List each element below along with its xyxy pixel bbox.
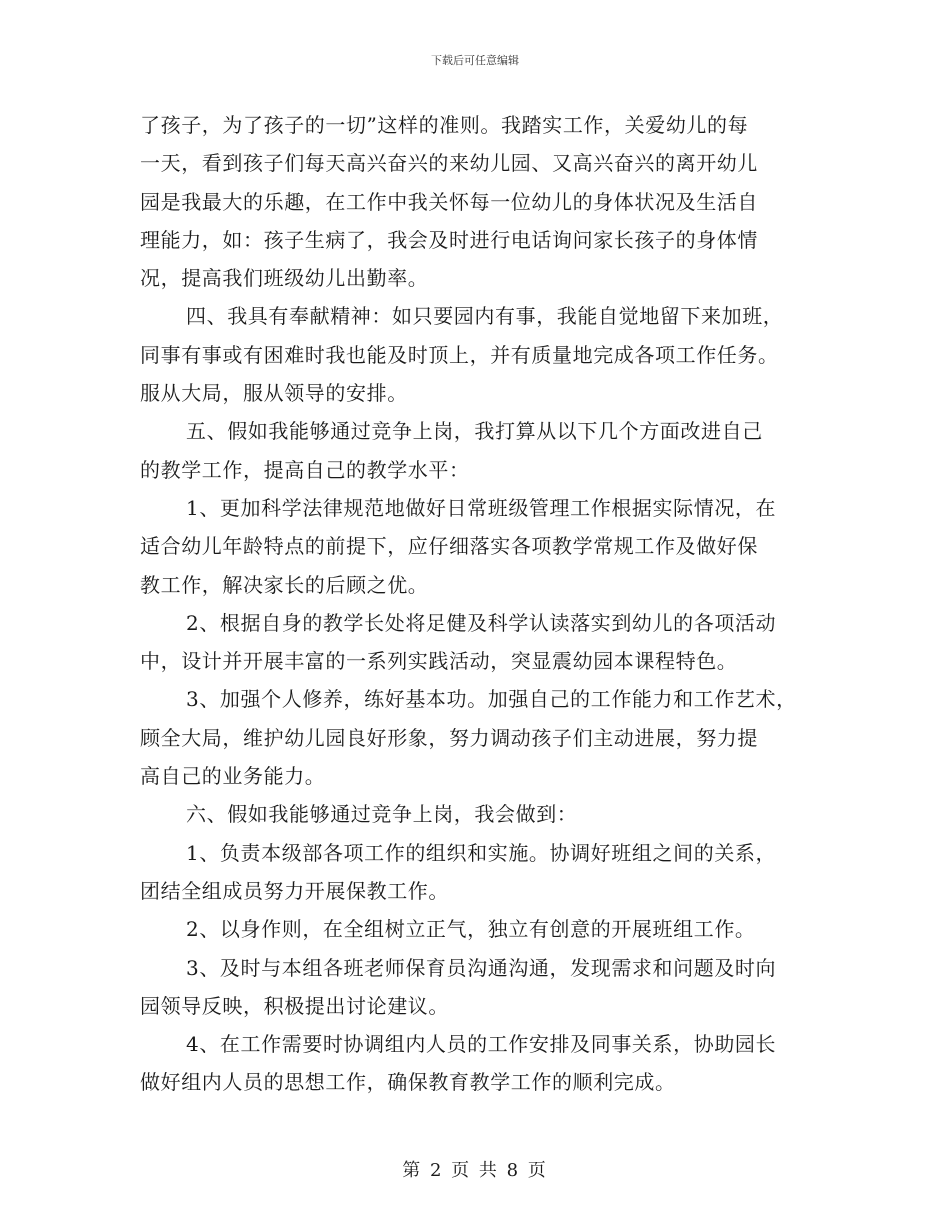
text-line: 园是我最大的乐趣，在工作中我关怀每一位幼儿的身体状况及生活自 [140,189,758,214]
text-line: 四、我具有奉献精神：如只要园内有事，我能自觉地留下来加班， [186,304,784,329]
text-line: 教工作，解决家长的后顾之优。 [140,572,429,597]
text-line: 的教学工作，提高自己的教学水平： [140,457,470,482]
text-line: 六、假如我能够通过竞争上岗，我会做到： [186,802,578,827]
text-line: 3、加强个人修养，练好基本功。加强自己的工作能力和工作艺术， [186,687,797,712]
text-line: 团结全组成员努力开展保教工作。 [140,878,449,903]
text-line: 1、更加科学法律规范地做好日常班级管理工作根据实际情况，在 [186,495,777,520]
text-line: 2、以身作则，在全组树立正气，独立有创意的开展班组工作。 [186,917,756,942]
text-line: 园领导反映，积极提出讨论建议。 [140,993,449,1018]
text-line: 况，提高我们班级幼儿出勤率。 [140,266,429,291]
text-line: 了孩子，为了孩子的一切”这样的准则。我踏实工作，关爱幼儿的每 [140,113,749,137]
text-line: 中，设计并开展丰富的一系列实践活动，突显震幼园本课程特色。 [140,649,738,674]
text-line: 2、根据自身的教学长处将足健及科学认读落实到幼儿的各项活动 [186,610,777,635]
document-body [140,106,820,1102]
text-line: 五、假如我能够通过竞争上岗，我打算从以下几个方面改进自己 [186,419,763,444]
text-line: 适合幼儿年龄特点的前提下，应仔细落实各项教学常规工作及做好保 [140,534,758,559]
page-footer: 第 2 页 共 8 页 [402,1160,548,1181]
text-line: 4、在工作需要时协调组内人员的工作安排及同事关系，协助园长 [186,1032,777,1057]
text-line: 同事有事或有困难时我也能及时顶上，并有质量地完成各项工作任务。 [140,342,779,367]
text-line: 理能力，如：孩子生病了，我会及时进行电话询问家长孩子的身体情 [140,227,758,252]
text-line: 高自己的业务能力。 [140,764,326,789]
text-line: 做好组内人员的思想工作，确保教育教学工作的顺利完成。 [140,1070,676,1095]
text-line: 一天，看到孩子们每天高兴奋兴的来幼儿园、又高兴奋兴的离开幼儿 [140,151,758,176]
text-line: 3、及时与本组各班老师保育员沟通沟通，发现需求和问题及时向 [186,955,777,980]
text-line: 顾全大局，维护幼儿园良好形象，努力调动孩子们主动进展，努力提 [140,725,758,750]
page-header: 下载后可任意编辑 [431,54,519,67]
text-line: 1、负责本级部各项工作的组织和实施。协调好班组之间的关系， [186,840,777,865]
text-line: 服从大局，服从领导的安排。 [140,381,408,406]
